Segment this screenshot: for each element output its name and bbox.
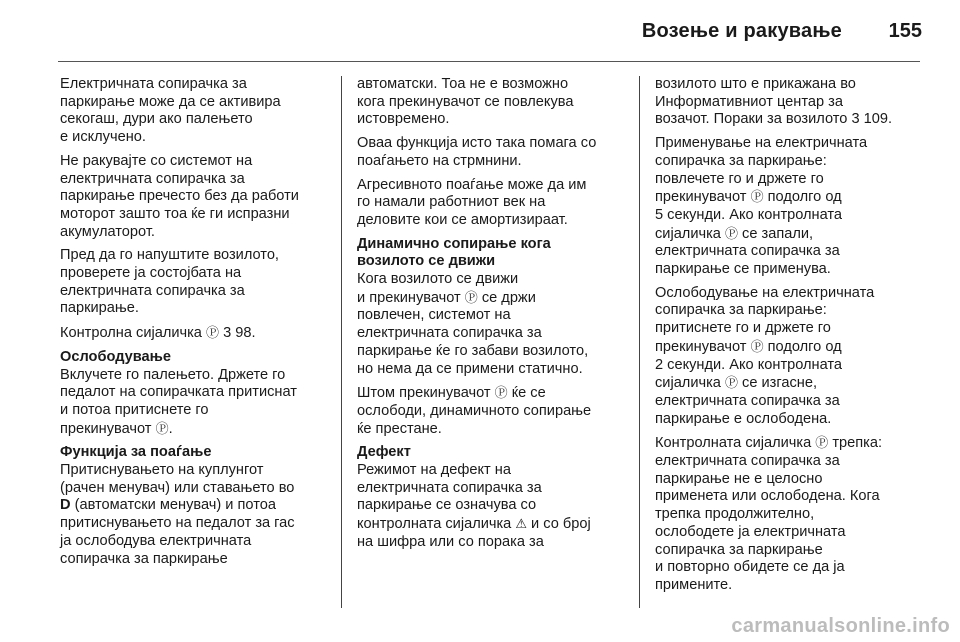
text-column-3 — [655, 76, 923, 601]
section-heading: Ослободување — [60, 348, 171, 365]
text-run: се изгасне, електричната сопирачка за паркирање е ослободена. — [655, 375, 840, 427]
paragraph — [357, 271, 625, 378]
parking-brake-icon: Ⓟ — [724, 375, 738, 391]
parking-brake-icon: Ⓟ — [155, 420, 169, 436]
gear-position-label: D — [60, 497, 71, 514]
parking-brake-icon: Ⓟ — [494, 385, 508, 401]
text-run: . — [168, 420, 173, 437]
brake-warning-icon: ⚠ — [515, 516, 527, 532]
page-header — [0, 0, 960, 62]
text-run: подолго од 5 секунди. Ако контролната сијаличка — [655, 189, 843, 242]
section-heading: Динамично сопирање кога возилото се движи — [357, 235, 551, 270]
paragraph — [655, 285, 923, 429]
paragraph — [655, 76, 923, 129]
paragraph: Агресивното поаѓање може да им го намали работниот век на деловите кои се амортизираат. — [357, 176, 587, 228]
text-run: трепка: електричната сопирачка за паркирање не е целосно применета или ослободена. Кога трепка продолжително, ослободете ја електричната сопирачка за паркирање и повторно обидете се да ја примените. — [655, 435, 883, 593]
column-divider-2 — [639, 76, 640, 608]
header-divider — [58, 61, 920, 62]
text-run: Применување на електричната сопирачка за паркирање: повлечете го и држете го прекинувачот — [655, 135, 868, 206]
paragraph: Оваа функција исто така помага со поаѓањето на стрмнини. — [357, 135, 597, 169]
text-column-1 — [60, 76, 328, 574]
text-run: Штом прекинувачот — [357, 385, 495, 402]
text-run: се запали, електричната сопирачка за паркирање се применува. — [655, 225, 840, 278]
paragraph — [60, 462, 328, 568]
watermark: carmanualsonline.info — [731, 615, 950, 637]
section-heading: Функција за поаѓање — [60, 444, 212, 461]
paragraph — [655, 135, 923, 279]
paragraph: Не ракувајте со системот на електричната сопирачка за паркирање пречесто без да работи моторот зашто тоа ќе ги испразни акумулаторот. — [60, 152, 299, 240]
text-run: Кога возилото се движи и прекинувачот — [357, 271, 519, 306]
paragraph — [357, 462, 625, 552]
parking-brake-icon: Ⓟ — [724, 225, 738, 241]
parking-brake-icon: Ⓟ — [750, 338, 764, 354]
text-run: Притиснувањето на куплунгот (рачен менувач) или ставањето во — [60, 462, 295, 496]
text-run: Контролна сијаличка — [60, 325, 206, 342]
section-heading: Дефект — [357, 444, 411, 461]
parking-brake-icon: Ⓟ — [464, 289, 478, 305]
text-run: Контролната сијаличка — [655, 435, 816, 452]
text-run: (автоматски менувач) и потоа притиснувањето на педалот за гас ја ослободува електричната сопирачка за паркирање — [60, 497, 295, 567]
paragraph: автоматски. Тоа не е возможно кога прекинувачот се повлекува истовремено. — [357, 76, 574, 128]
text-run: ќе се ослободи, динамичното сопирање ќе престане. — [357, 385, 592, 437]
text-run: Ослободување на електричната сопирачка за паркирање: притиснете го и држете го прекинувачот — [655, 284, 875, 355]
page-reference-link[interactable]: 3 98. — [223, 325, 256, 342]
text-run: возилото што е прикажана во Информативниот центар за возачот. Пораки за возилото — [655, 76, 856, 128]
text-run: Вклучете го палењето. Држете го педалот на сопирачката притиснат и потоа притиснете го прекинувачот — [60, 366, 297, 437]
column-divider-1 — [341, 76, 342, 608]
paragraph — [655, 434, 923, 594]
parking-brake-icon: Ⓟ — [205, 325, 219, 341]
page-title: Возење и ракување — [641, 20, 842, 42]
paragraph: Електричната сопирачка за паркирање може да се активира секогаш, дури ако палењето е исклучено. — [60, 76, 281, 146]
text-run: се држи повлечен, системот на електричната сопирачка за паркирање ќе го забави возилото, но нема да се примени статично. — [357, 289, 589, 377]
text-column-2 — [357, 76, 625, 558]
paragraph — [60, 324, 328, 343]
page-number: 155 — [888, 20, 922, 42]
paragraph — [357, 384, 625, 438]
page-reference-link[interactable]: 3 109. — [851, 111, 893, 128]
parking-brake-icon: Ⓟ — [750, 189, 764, 205]
paragraph: Пред да го напуштите возилото, проверете ја состојбата на електричната сопирачка за паркирање. — [60, 247, 279, 317]
text-run: подолго од 2 секунди. Ако контролната сијаличка — [655, 338, 843, 392]
text-run: Режимот на дефект на електричната сопирачка за паркирање се означува со контролната сијаличка — [357, 462, 542, 533]
text-run: и со број на шифра или со порака за — [357, 516, 591, 550]
paragraph — [60, 367, 328, 439]
parking-brake-icon: Ⓟ — [815, 435, 829, 451]
